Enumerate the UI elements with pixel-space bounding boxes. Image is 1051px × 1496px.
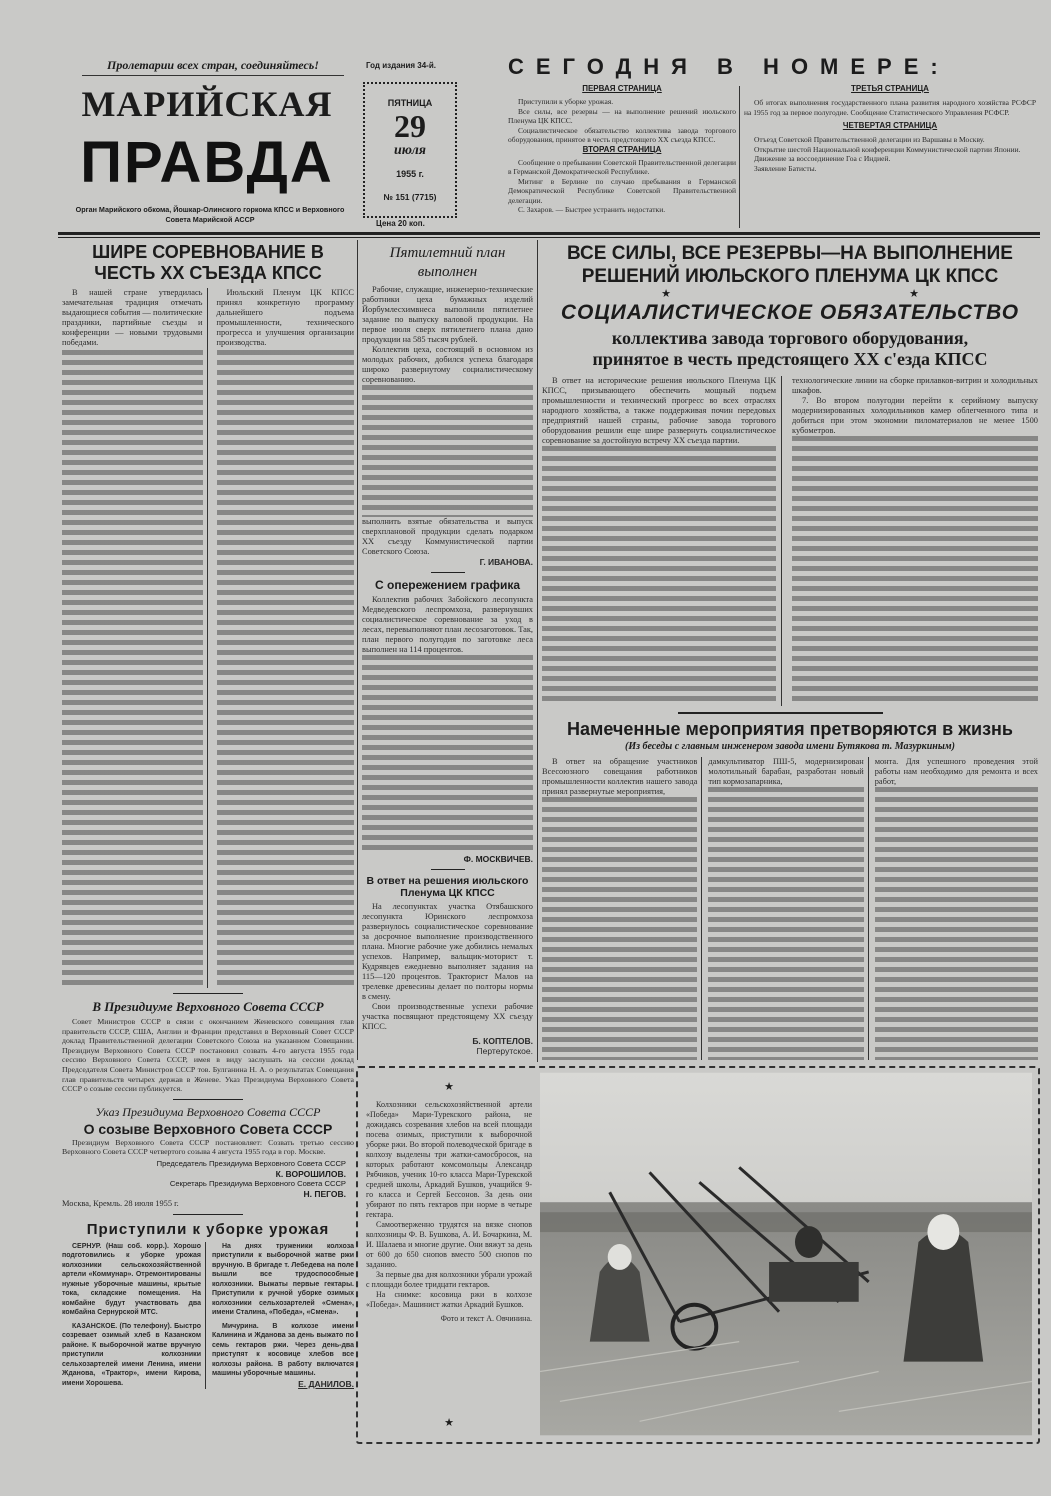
contents-title: СЕГОДНЯ В НОМЕРЕ: [508, 54, 950, 79]
chair-name: К. ВОРОШИЛОВ. [275, 1168, 346, 1179]
contents-item[interactable]: Об итогах выполнения государственного плана развития народного хозяйства РСФСР на 1955 год за первое полугодие. Сообщение Статистического Управления РСФСР. [744, 98, 1036, 117]
weekday: ПЯТНИЦА [387, 98, 433, 108]
five-year-headline: Пятилетний план выполнен [389, 245, 506, 280]
decree-place-date: Москва, Кремль. 28 июля 1955 г. [62, 1198, 179, 1208]
harvest-headline: Приступили к уборке урожая [86, 1220, 330, 1238]
main-deck: коллектива завода торгового оборудования, принятое в честь предстоящего XX с'езда КПСС [592, 328, 988, 369]
decree-text: Президиум Верховного Совета СССР постановляет: Созвать третью сессию Верховного Совета СССР четвертого созыва 4 августа 1955 года в гор. Москве. [62, 1137, 354, 1157]
chair-title: Председатель Президиума Верховного Совета СССР [156, 1158, 346, 1168]
ahead-headline: С опережением графика [374, 578, 521, 593]
month: июля [393, 143, 427, 158]
contents-item[interactable]: Сообщение о пребывании Советской Правительственной делегации в Германской Демократической Республике. [508, 157, 736, 176]
photo-caption: Колхозники сельскохозяйственной артели «Победа» Мари-Турекского района, не дожидаясь созревания хлебов на всей площади посева озимых, приступили к выборочной уборке ржи. Во второй полеводческой бригаде в колхозу выделены три жатки-самосбросок, на которых работают комсомольцы Александр Рябчиков, ученик 10-го класса Мари-Турекской средней школы, Аркадий Бушков, учащийся 9-го класса и Сергей Бессонов. За день они убирают по пять гектаров при норме в четыре гектара. Самоотверженно трудятся на вязке снопов колхозницы Ф. В. Бушкова, А. И. Бочаркина, М. И. Шалаева и многие другие. Они вяжут за день от 600 до 650 снопов вместо 500 снопов по заданию. За первые два дня колхозники убрали урожай с площади более тридцати гектаров. На снимке: косовица ржи в колхозе «Победа». Машинист жатки Аркадий Бушков. Фото и текст А. Овчинина. [366, 1100, 532, 1323]
competition-headline: ШИРЕ СОРЕВНОВАНИЕ В ЧЕСТЬ XX СЪЕЗДА КПСС [92, 242, 324, 283]
ahead-text: Коллектив рабочих Забойского лесопункта Медведевского леспромхоза, развернувших социалистическое соревнование за уход в лесах, перевыполняют план лесозаготовок. Так, план первого полугодия по заготовке леса выполнен на 114 процентов. [362, 595, 533, 655]
contents-page-heading: ТРЕТЬЯ СТРАНИЦА [851, 84, 929, 93]
decree-headline: О созыве Верховного Совета СССР [83, 1120, 333, 1137]
star-icon: ★ [909, 287, 919, 300]
competition-col-b: Июльский Пленум ЦК КПСС принял конкретную программу дальнейшего подъема промышленности, технического прогресса и улучшения организации производства. [217, 288, 355, 988]
main-article [542, 242, 1038, 706]
measures-col-a: В ответ на обращение участников Всесоюзного совещания работников промышленности коллектив нашего завода принял развернутые мероприятия, [542, 757, 702, 1060]
contents-item[interactable]: Все силы, все резервы — на выполнение решений июльского Пленума ЦК КПСС. [508, 106, 736, 125]
measures-col-c: монта. Для успешного проведения этой работы нам необходимо для ремонта и всех работ, [875, 757, 1038, 1060]
photo-caption-column [366, 1080, 532, 1430]
measures-headline: Намеченные мероприятия претворяются в жизнь [567, 719, 1013, 739]
contents-item[interactable]: Приступили к уборке урожая. [518, 97, 614, 106]
five-year-text: Рабочие, служащие, инженерно-технические работники цеха бумажных изделий Йорбумлесхимвнеса выполнили пятилетнее задание по выпуску валовой продукции. На первое июля сверх пятилетнего плана дано продукции на 585 тысяч рублей. Коллектив цеха, состоящий в основном из молодых рабочих, добился успеха благодаря широко развернутому социалистическому соревнованию. [362, 285, 533, 384]
star-icon: ★ [444, 1080, 454, 1093]
response-headline: В ответ на решения июльского Пленума ЦК КПСС [366, 875, 529, 899]
photo-credit: Фото и текст А. Овчинина. [440, 1314, 532, 1323]
response-text: На лесопунктах участка Отябашского лесопункта Юринского леспромхоза развернулось социалистическое соревнование за досрочное выполнение производственного плана. Многие рабочие уже добились немалых успехов. Например, вальщик-моторист т. Кудрявцев ежедневно выполняет задания на 115—120 процентов. Тракторист Малов на трелевке древесины делает по полторы нормы в смену. Свои производственные успехи рабочие участка посвящают предстоящему XX съезду КПСС. Б. КОПТЕЛОВ. Пертерутское. [362, 902, 533, 1056]
contents-page-heading: ПЕРВАЯ СТРАНИЦА [582, 84, 662, 93]
five-year-text-end: выполнить взятые обязательства и выпуск сверхплановой продукции сделать подарком XX съезду Коммунистической партии Советского Союза. Г. ИВАНОВА. [362, 517, 533, 568]
response-place: Пертерутское. [476, 1046, 533, 1056]
harvest-photo [540, 1072, 1032, 1436]
main-subhead: СОЦИАЛИСТИЧЕСКОЕ ОБЯЗАТЕЛЬСТВО [560, 301, 1020, 324]
year-of-issue: Год издания 34-й. [366, 61, 436, 70]
star-icon: ★ [661, 287, 671, 300]
contents-page-heading: ЧЕТВЕРТАЯ СТРАНИЦА [842, 121, 938, 130]
secretary-name: Н. ПЕГОВ. [303, 1188, 346, 1199]
ahead-author: Ф. МОСКВИЧЕВ. [463, 854, 533, 864]
secretary-title: Секретарь Президиума Верховного Совета СССР [169, 1178, 346, 1188]
competition-col-a: В нашей стране утвердилась замечательная традиция отмечать выдающиеся события — политические праздники, партийные съезды и конференции — новыми трудовыми победами. [62, 288, 208, 988]
contents-item[interactable]: Социалистическое обязательство коллектива завода торгового оборудования, принятое в честь предстоящего XX съезда КПСС. [508, 125, 736, 144]
contents-item[interactable]: Движение за воссоединение Гоа с Индией. [754, 154, 891, 163]
main-headline: ВСЕ СИЛЫ, ВСЕ РЕЗЕРВЫ—НА ВЫПОЛНЕНИЕ РЕШЕНИЙ ИЮЛЬСКОГО ПЛЕНУМА ЦК КПСС [567, 243, 1013, 287]
contents-right [744, 84, 1036, 173]
main-col-a: В ответ на исторические решения июльского Пленума ЦК КПСС, призывающего обеспечить мощный подъем промышленности и технический прогресс во всех отраслях народного хозяйства, а также поддерживая почин передовых предприятий нашей страны, рабочие завода торгового оборудования решили еще шире развернуть социалистическое соревнование за достойную встречу XX съезда партии. [542, 376, 782, 706]
measures-article [542, 718, 1038, 1060]
measures-subhead: (Из беседы с главным инженером завода имени Бутякова т. Мазуркиным) [625, 741, 955, 752]
presidium-text: Совет Министров СССР в связи с окончанием Женевского совещания глав правительств СССР, США, Англии и Франции представил в Верховный Совет СССР доклад Правительственной делегации Советского Союза на указанном Совещании. Президиум Верховного Совета СССР постановил созвать 4-го августа 1955 года сессию Верховного Совета СССР, имея в виду заслушать на сессии доклад Председателя Совета Министров СССР тов. Булганина Н. А. о результатах Совещания глав правительств четырех держав в Женеве. Указ Президиума Верховного Совета СССР о созыве сессии публикуется. [62, 1017, 354, 1094]
harvest-author: Е. ДАНИЛОВ. [298, 1378, 354, 1389]
masthead-title-main: ПРАВДА [80, 130, 334, 195]
date-box [363, 82, 457, 218]
main-col-b: технологические линии на сборке прилавков-витрин и холодильных шкафов. 7. Во втором полугодии перейти к серийному выпуску модернизированных холодильников камер облегченного типа и добиться при этом экономии пиломатериалов не менее 1500 кубометров. [792, 376, 1038, 706]
contents-item[interactable]: Заявление Батисты. [754, 163, 817, 173]
day: 29 [394, 108, 426, 144]
year: 1955 г. [396, 169, 424, 179]
contents-left [508, 84, 736, 215]
harvest-col-a: СЕРНУР. (Наш соб. корр.). Хорошо подготовились к уборке урожая колхозники сельскохозяйственной артели «Коммунар». Отремонтированы нужные уборочные машины, крытые тока, складские помещения. На комбайне будут участвовать два комбайна Сернурской МТС. КАЗАНСКОЕ. (По телефону). Быстро созревает озимый хлеб в Казанском районе. К выборочной жатве вручную приступили колхозники сельхозартелей имени Ленина, имени Жданова, «Трактор», имени Кирова, имени Хорошева. [62, 1242, 206, 1389]
slogan: Пролетарии всех стран, соединяйтесь! [82, 58, 344, 76]
contents-item[interactable]: С. Захаров. — Быстрее устранить недостатки. [518, 205, 666, 214]
contents-item[interactable]: Открытие шестой Национальной конференции Коммунистической партии Японии. [754, 144, 1021, 154]
masthead-organ: Орган Марийского обкома, Йошкар-Олинского горкома КПСС и Верховного Совета Марийской АССР [75, 205, 345, 224]
measures-col-b: дамкультиватор ПШ-5, модернизирован молотильный барабан, разработан новый тип кормозапарника, [708, 757, 868, 1060]
decree-title: Указ Президиума Верховного Совета СССР [95, 1104, 321, 1119]
price: Цена 20 коп. [376, 219, 425, 228]
star-icon: ★ [444, 1416, 454, 1429]
contents-item[interactable]: Митинг в Берлине по случаю пребывания в Германской Демократической Республике Советской Правительственной делегации. [508, 176, 736, 205]
five-year-author: Г. ИВАНОВА. [479, 557, 533, 568]
issue-number: № 151 (7715) [383, 192, 437, 202]
contents-page-heading: ВТОРАЯ СТРАНИЦА [582, 144, 662, 154]
presidium-headline: В Президиуме Верховного Совета СССР [92, 999, 324, 1014]
left-column [62, 242, 354, 1389]
harvest-col-b: На днях труженики колхоза приступили к выборочной жатве ржи вручную. В бригаде т. Лебедева на поле вышли все трудоспособные колхозники. Выжаты первые гектары. Приступили к ручной уборке озимых колхозники сельхозартелей «Смена», имени Сталина, «Победа», «Смена». Мичурина. В колхозе имени Калинина и Жданова за день выжато по семь гектаров ржи. Через день-два приступят к косовице хлебов все колхозы района. В работу включатся машины уборочные машины. Е. ДАНИЛОВ. [212, 1242, 354, 1389]
masthead-rule [58, 232, 1040, 235]
masthead-title-top: МАРИЙСКАЯ [81, 84, 333, 124]
middle-column [362, 244, 533, 1056]
contents-item[interactable]: Отъезд Советской Правительственной делегации из Варшавы в Москву. [754, 135, 985, 144]
response-author: Б. КОПТЕЛОВ. [472, 1036, 533, 1046]
